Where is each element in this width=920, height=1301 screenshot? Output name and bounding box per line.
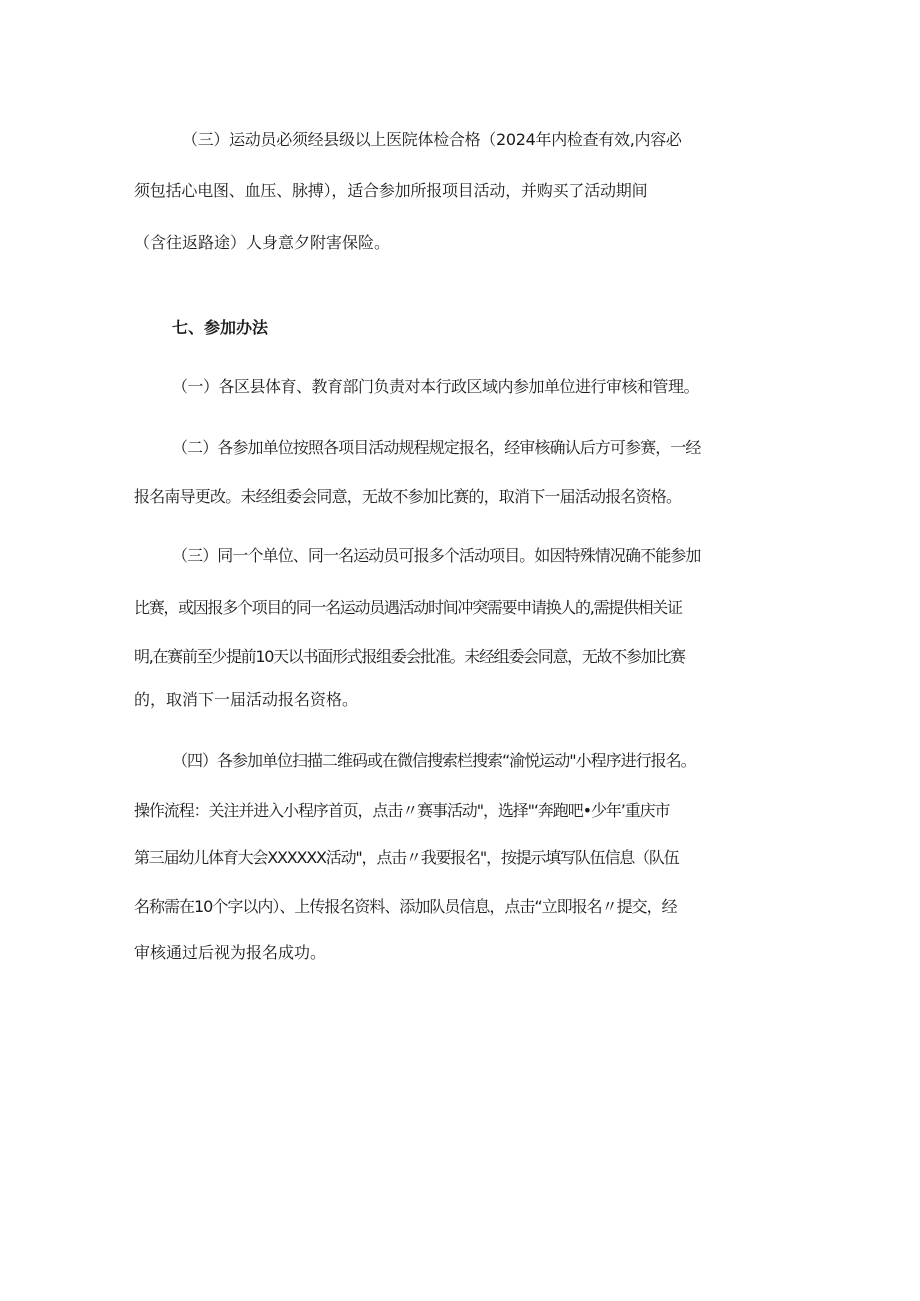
item-4-line-3: 第三届幼儿体育大会XXXXXX活动"，点击〃我要报名"，按提示填写队伍信息（队伍 bbox=[134, 848, 679, 867]
paragraph-requirements-line-3: （含往返路途）人身意夕附害保险。 bbox=[134, 233, 391, 252]
item-4-line-2: 操作流程：关注并进入小程序首页，点击〃赛事活动"，选择"‘奔跑吧•少年’重庆市 bbox=[134, 801, 670, 820]
section-heading: 七、参加办法 bbox=[172, 318, 269, 337]
item-4-line-5: 审核通过后视为报名成功。 bbox=[134, 943, 327, 962]
item-1-line-1: （一）各区县体育、教育部门负责对本行政区域内参加单位进行审核和管理。 bbox=[172, 377, 700, 396]
item-3-line-4: 的，取消下一届活动报名资格。 bbox=[134, 690, 359, 709]
item-3-line-3: 明,在赛前至少提前10天以书面形式报组委会批准。未经组委会同意，无故不参加比赛 bbox=[134, 647, 685, 666]
item-3-line-1: （三）同一个单位、同一名运动员可报多个活动项目。如因特殊情况确不能参加 bbox=[172, 546, 701, 565]
paragraph-requirements-line-1: （三）运动员必须经县级以上医院体检合格（2024年内检查有效,内容必 bbox=[182, 130, 682, 149]
item-2-line-1: （二）各参加单位按照各项目活动规程规定报名，经审核确认后方可参赛，一经 bbox=[172, 438, 701, 457]
item-2-line-2: 报名南导更改。未经组委会同意，无故不参加比赛的，取消下一届活动报名资格。 bbox=[134, 487, 682, 506]
paragraph-requirements-line-2: 须包括心电图、血压、脉搏），适合参加所报项目活动，并购买了活动期间 bbox=[134, 181, 648, 200]
item-3-line-2: 比赛，或因报多个项目的同一名运动员遇活动时间冲突需要申请换人的,需提供相关证 bbox=[134, 598, 682, 617]
item-4-line-4: 名称需在10个字以内）、上传报名资料、添加队员信息，点击“立即报名〃提交，经 bbox=[134, 897, 677, 916]
item-4-line-1: （四）各参加单位扫描二维码或在微信搜索栏搜索“渝悦运动"小程序进行报名。 bbox=[172, 751, 696, 770]
